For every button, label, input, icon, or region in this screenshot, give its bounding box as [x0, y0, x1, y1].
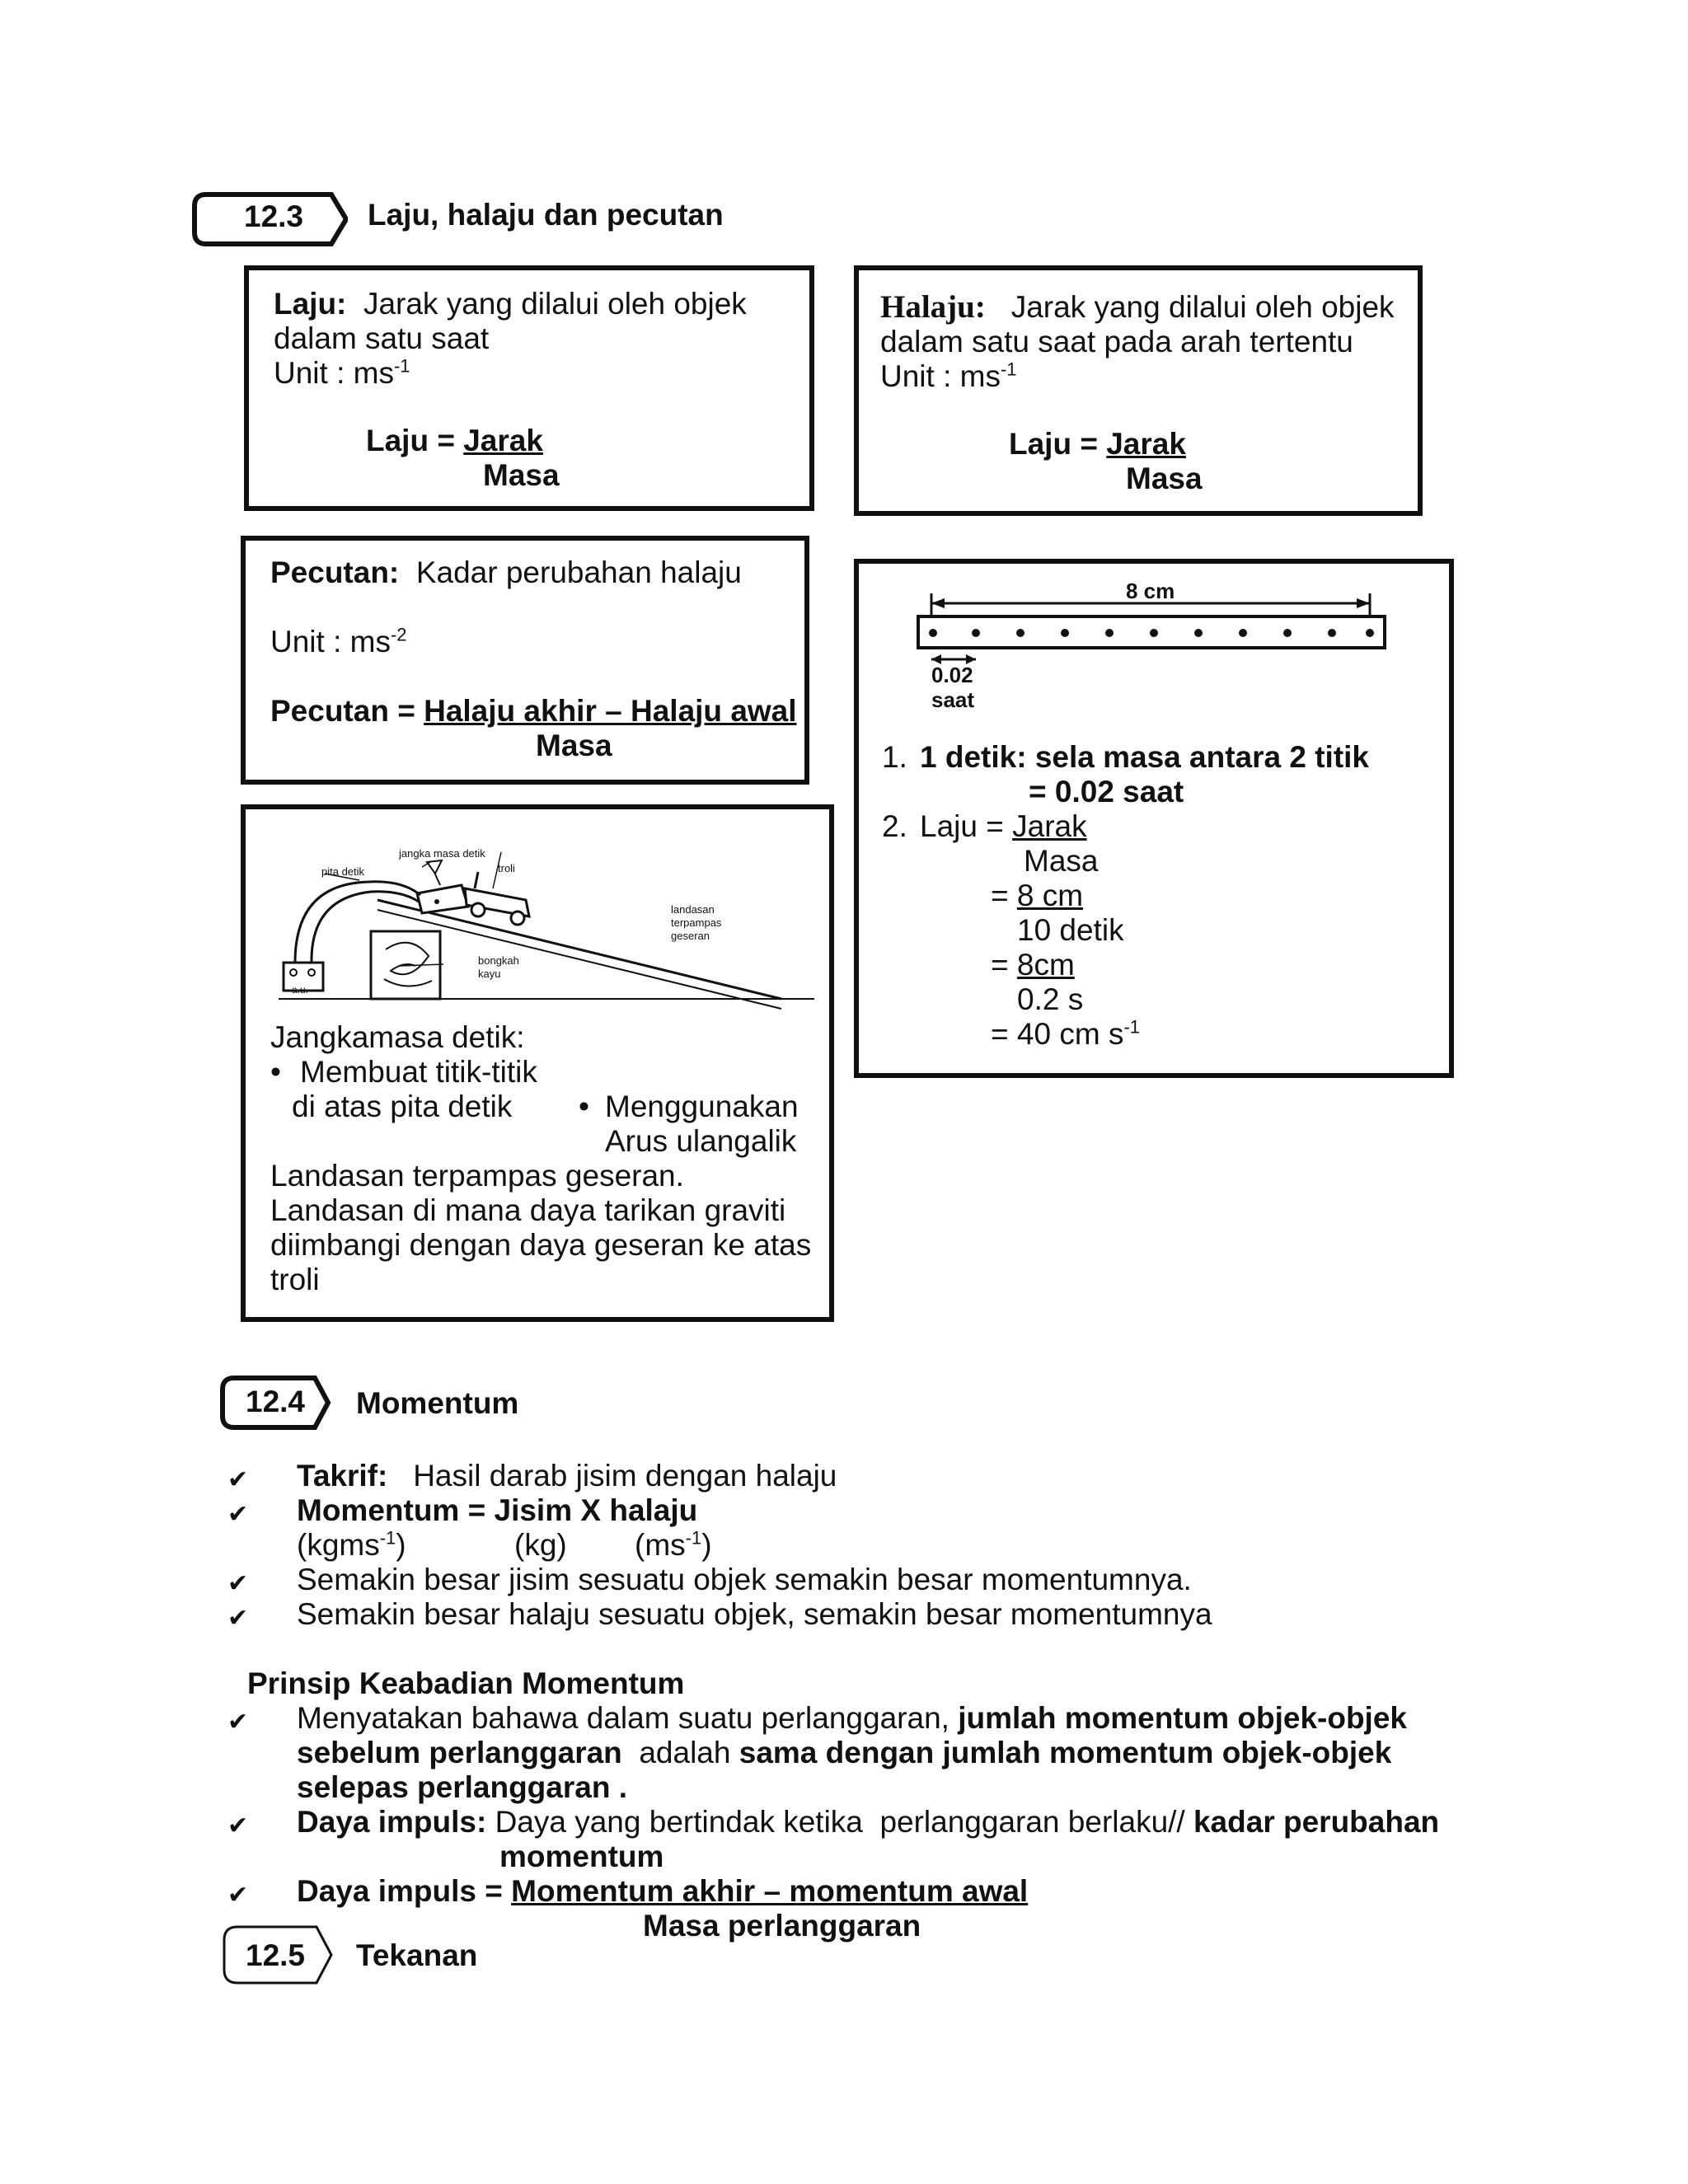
momentum-point4: Semakin besar halaju sesuatu objek, semakin besar momentumnya: [297, 1597, 1212, 1631]
eq2-num: 8cm: [1016, 948, 1075, 982]
daya-impuls-def-2: momentum: [499, 1840, 664, 1873]
bullet1-line1: Membuat titik-titik: [300, 1055, 537, 1089]
apparatus-box: [241, 804, 834, 1322]
pecutan-definition: [270, 555, 742, 590]
prinsip-heading: Prinsip Keabadian Momentum: [247, 1666, 685, 1700]
eq2-den: 0.2 s: [1017, 982, 1084, 1016]
momentum-unit-kg: (kg): [514, 1528, 567, 1562]
ticker-tape-box: [854, 559, 1454, 1078]
laju-unit-exp: -1: [393, 355, 410, 377]
check-icon: ✔: [227, 1812, 249, 1840]
interval-unit-label: saat: [931, 687, 975, 712]
eq1-line: [991, 879, 1083, 913]
momentum-point3: Semakin besar jisim sesuatu objek semakin besar momentumnya.: [297, 1563, 1192, 1596]
momentum-unit-kgms: [297, 1528, 406, 1563]
section-title: Momentum: [356, 1386, 519, 1420]
eq2-line: [991, 948, 1075, 982]
halaju-unit-text: Unit : ms: [880, 359, 1001, 393]
unit-a: (kgms: [297, 1528, 380, 1562]
unit-a-exp: -1: [379, 1527, 396, 1549]
p1b: jumlah momentum objek-objek: [958, 1701, 1407, 1735]
section-badge-12-3: [191, 191, 348, 247]
momentum-formula: Momentum = Jisim X halaju: [297, 1493, 698, 1527]
halaju-unit-exp: -1: [1000, 359, 1017, 380]
unit-c: (ms: [635, 1528, 686, 1562]
prinsip-line3: selepas perlanggaran .: [297, 1770, 628, 1804]
eq1-num: 8 cm: [1016, 879, 1084, 912]
section-number: 12.3: [244, 199, 304, 233]
halaju-term: Halaju:: [880, 289, 986, 325]
laju-definition-line2: dalam satu saat: [274, 321, 490, 355]
daya-impuls-formula: [297, 1874, 1028, 1909]
unit-c-end: ): [701, 1528, 712, 1562]
pecutan-formula-lhs: Pecutan =: [270, 694, 424, 728]
halaju-formula-den: Masa: [1126, 462, 1203, 495]
laju-definition-line1: [274, 287, 747, 321]
laju-formula: [366, 424, 543, 458]
pecutan-unit: [270, 625, 407, 659]
p1d: adalah: [621, 1736, 739, 1769]
step1-number: 1.: [882, 740, 907, 774]
momentum-unit-ms: [635, 1528, 712, 1563]
label-troli: troli: [498, 862, 515, 874]
interval-value-label: 0.02: [931, 663, 973, 687]
landasan-para2: Landasan di mana daya tarikan graviti: [270, 1193, 786, 1227]
laju-unit-text: Unit : ms: [274, 356, 394, 390]
laju-formula-num: Jarak: [463, 424, 543, 457]
tape-length-label: 8 cm: [1126, 579, 1175, 603]
p1e: sama dengan jumlah momentum objek-objek: [738, 1736, 1392, 1769]
bullet2-line1: Menggunakan: [605, 1090, 799, 1123]
daya-impuls-den: Masa perlanggaran: [643, 1909, 921, 1943]
p1a: Menyatakan bahawa dalam suatu perlanggaran,: [297, 1701, 959, 1735]
section-number: 12.4: [246, 1385, 306, 1418]
eq3-line: [991, 1017, 1140, 1052]
section-badge-12-4: [219, 1375, 331, 1431]
halaju-box: [854, 265, 1423, 516]
pecutan-unit-exp: -2: [390, 624, 407, 645]
section-number: 12.5: [246, 1938, 306, 1972]
unit-c-exp: -1: [685, 1527, 702, 1549]
check-icon: ✔: [227, 1570, 249, 1597]
halaju-definition-line1: [880, 290, 1395, 325]
label-au: a.u.: [292, 984, 309, 996]
laju-term: Laju:: [274, 287, 347, 321]
landasan-para4: troli: [270, 1263, 320, 1296]
halaju-formula-num: Jarak: [1106, 427, 1186, 461]
pecutan-formula: [270, 694, 797, 729]
label-bongkah1: bongkah: [478, 954, 519, 967]
bullet1-line2: di atas pita detik: [292, 1090, 513, 1123]
halaju-unit: [880, 359, 1017, 394]
check-icon: ✔: [227, 1501, 249, 1528]
section-title: Tekanan: [356, 1938, 478, 1972]
p3-num: Momentum akhir – momentum awal: [511, 1874, 1029, 1908]
check-icon: ✔: [227, 1882, 249, 1909]
p2-text: Daya yang bertindak ketika perlanggaran berlaku//: [486, 1805, 1193, 1839]
laju-def: Jarak yang dilalui oleh objek: [363, 287, 747, 321]
bullet1-glyph: •: [270, 1055, 281, 1089]
pecutan-formula-num: Halaju akhir – Halaju awal: [424, 694, 797, 728]
halaju-def: Jarak yang dilalui oleh objek: [1010, 290, 1395, 324]
unit-a-end: ): [396, 1528, 406, 1562]
takrif-label: Takrif:: [297, 1459, 388, 1493]
step2-formula: [920, 809, 1087, 844]
section-badge-12-5: [219, 1924, 335, 1986]
prinsip-line1: [297, 1701, 1407, 1736]
pecutan-term: Pecutan:: [270, 555, 400, 589]
takrif-line: [297, 1459, 837, 1493]
step2-lhs: Laju =: [920, 809, 1013, 843]
check-icon: ✔: [227, 1605, 249, 1632]
halaju-formula: [1009, 427, 1186, 462]
p2-bold: kadar perubahan: [1193, 1805, 1440, 1839]
eq3-text: = 40 cm s: [991, 1017, 1124, 1051]
pecutan-unit-text: Unit : ms: [270, 625, 391, 658]
label-landasan1: landasan: [671, 903, 715, 916]
pecutan-box: [241, 536, 809, 785]
step1-text: 1 detik: sela masa antara 2 titik: [920, 740, 1369, 774]
check-icon: ✔: [227, 1708, 249, 1736]
halaju-definition-line2: dalam satu saat pada arah tertentu: [880, 325, 1353, 359]
halaju-formula-lhs: Laju =: [1009, 427, 1107, 461]
pecutan-def: Kadar perubahan halaju: [415, 555, 742, 589]
laju-box: [244, 265, 814, 511]
check-icon: ✔: [227, 1466, 249, 1493]
laju-unit: [274, 356, 410, 391]
label-bongkah2: kayu: [478, 968, 501, 980]
bullet2-glyph: •: [579, 1090, 589, 1123]
jangkamasa-heading: Jangkamasa detik:: [270, 1020, 525, 1054]
bullet2-line2: Arus ulangalik: [605, 1124, 797, 1158]
pecutan-formula-den: Masa: [536, 729, 612, 762]
label-landasan2: terpampas: [671, 916, 722, 929]
p2-label: Daya impuls:: [297, 1805, 487, 1839]
label-landasan3: geseran: [671, 930, 710, 942]
laju-formula-lhs: Laju =: [366, 424, 464, 457]
label-jangka: jangka masa detik: [399, 847, 485, 860]
step2-number: 2.: [882, 809, 907, 843]
p3-lhs: Daya impuls =: [297, 1874, 512, 1908]
eq2-sign: =: [991, 948, 1009, 982]
prinsip-line2: [297, 1736, 1391, 1770]
label-pita: pita detik: [321, 865, 365, 878]
step1-value: = 0.02 saat: [1029, 775, 1184, 808]
apparatus-diagram: [246, 809, 829, 1015]
eq1-den: 10 detik: [1017, 913, 1124, 947]
landasan-para3: diimbangi dengan daya geseran ke atas: [270, 1228, 812, 1262]
landasan-para1: Landasan terpampas geseran.: [270, 1159, 684, 1193]
eq3-exp: -1: [1123, 1016, 1140, 1038]
p1c: sebelum perlanggaran: [297, 1736, 622, 1769]
step2-num: Jarak: [1012, 809, 1087, 843]
eq1-sign: =: [991, 879, 1009, 912]
takrif-text: Hasil darab jisim dengan halaju: [413, 1459, 837, 1493]
daya-impuls-def: [297, 1805, 1439, 1840]
step2-den: Masa: [1024, 844, 1099, 878]
section-title: Laju, halaju dan pecutan: [368, 198, 724, 232]
laju-formula-den: Masa: [483, 458, 560, 492]
